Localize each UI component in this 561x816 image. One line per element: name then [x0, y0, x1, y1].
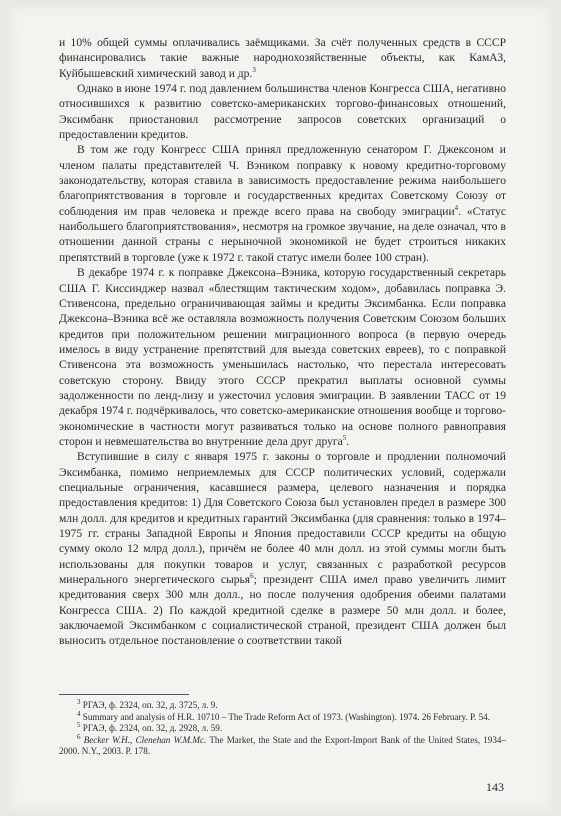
footnote [59, 723, 506, 735]
paragraph: Однако в июне 1974 г. под давлением большинства членов Конгресса США, негативно относившихся к развитию советско-американских торгово-финансовых отношений, Эксимбанк приостановил рассмотрение запросов советских организаций о предоставлении кредитов. [59, 83, 506, 142]
footnote-number: 6 [77, 732, 81, 741]
paragraph [59, 143, 506, 266]
paragraph [59, 450, 506, 649]
footnote-number: 5 [77, 721, 81, 730]
paragraph [59, 36, 506, 82]
paragraph-text: и 10% общей суммы оплачивались заёмщиками. За счёт полученных средств в СССР финансировались такие важные народнохозяйственные объекты, как КамАЗ, Куйбышевский химический завод и др. [59, 37, 506, 80]
footnote-number: 3 [77, 697, 81, 706]
footnote-ref[interactable]: 6 [250, 572, 254, 581]
book-page [8, 6, 553, 812]
footnote-ref[interactable]: 3 [252, 65, 256, 74]
footnote-text: РГАЭ, ф. 2324, оп. 32, д. 2928, л. 59. [82, 723, 223, 734]
footnote [59, 709, 506, 724]
footnote-ref[interactable]: 4 [454, 203, 459, 212]
footnote-text: The Market, the State and the Export-Import Bank of the United States, 1934–2000. N.Y., 2003. P. 178. [59, 734, 506, 757]
main-text [59, 36, 506, 650]
paragraph-text: . «Статус наибольшего благоприятствования», несмотря на громкое звучание, на деле означал, что в отношении данной страны с нерыночной экономикой не будет строиться никаких препятствий в торговле (уже к 1972 г. такой статус имели более 100 стран). [59, 205, 507, 264]
footnote-text: РГАЭ, ф. 2324, оп. 32, д. 3725, л. 9. [82, 700, 218, 710]
paragraph-text: ; президент США имел право увеличить лимит кредитования сверх 300 млн долл., но после получения одобрения обеими палатами Конгресса США. 2) По каждой кредитной сделке в размере 50 млн долл. и более, заключаемой Эксимбанком с социалистической страной, президент США должен был выносить отдельное постановление о соответствии такой [59, 574, 506, 648]
footnote [59, 732, 506, 758]
footnotes [59, 697, 506, 758]
footnote-ref[interactable]: 5 [342, 434, 347, 443]
paragraph: В декабре 1974 г. к поправке Джексона–Вэника, которую государственный секретарь США Г. Киссинджер назвал «блестящим тактическим ходом», добавилась поправка Э. Стивенсона, предельно ограничивающая займы и кредиты Эксимбанка. Если поправка Джексона–Вэника всё же оставляла возможность получения Советским Союзом больших кредитов при положительном решении миграционного вопроса (в первую очередь имелось в виду устранение препятствий для выезда советских евреев), то с поправкой Стивенсона эта возможность уменьшилась настолько, что перестала интересовать советскую сторону. Ввиду этого СССР прекратил выплаты основной суммы задолженности по ленд-лизу и ужесточил условия эмиграции. В заявлении ТАСС от 19 декабря 1974 г. подчёркивалось, что советско-американские отношения вообще и торгово-экономические в частности могут развиваться только на основе полного равноправия сторон и невмешательства во внутренние дела друг друга$^5$. [59, 267, 506, 448]
paragraph-text: В том же году Конгресс США принял предложенную сенатором Г. Джексоном и членом палаты представителей Ч. Вэником поправку к новому кредитно-торговому законодательству, которая ставила в зависимость предоставление режима наибольшего благоприятствования в торговле и государственных кредитах Советскому Союзу от соблюдения им прав человека и прежде всего права на свободу эмиграции [59, 144, 506, 218]
page-number: 143 [486, 780, 504, 794]
footnote-author: Becker W.H., Clenehan W.M.Mc. [83, 734, 207, 745]
footnote-text: Summary and analysis of H.R. 10710 – The Trade Reform Act of 1973. (Washington). 1974. 26 February. P. 54. [82, 711, 490, 722]
footnote [59, 697, 506, 712]
footnote-number: 4 [77, 709, 81, 718]
paragraph-text: В декабре 1974 г. к поправке Джексона–Вэника, которую государственный секретарь США Г. Киссинджер назвал «блестящим тактическим ходом», добавилась поправка Э. Стивенсона, предельно ограничивающая займы и кредиты Эксимбанка. Если поправка Джексона–Вэника всё же оставляла возможность получения Советским Союзом больших кредитов при положительном решении миграционного вопроса (в первую очередь имелось в виду устранение препятствий для выезда советских евреев), то с поправкой Стивенсона эта возможность уменьшилась настолько, что перестала интересовать советскую сторону. Ввиду этого СССР прекратил выплаты основной суммы задолженности по ленд-лизу и ужесточил условия эмиграции. В заявлении ТАСС от 19 декабря 1974 г. подчёркивалось, что советско-американские отношения вообще и торгово-экономические в частности могут развиваться только на основе полного равноправия сторон и невмешательства во внутренние дела друг друга [59, 267, 506, 448]
paragraph-text: Вступившие в силу с января 1975 г. законы о торговле и продлении полномочий Эксимбанка, помимо неприемлемых для СССР политических условий, содержали специальные ограничения, касавшиеся размера, целевого назначения и порядка предоставления кредитов: 1) Для Советского Союза был установлен предел в размере 300 млн долл. для кредитов и кредитных гарантий Эксимбанка (для сравнения: только в 1974–1975 гг. страны Западной Европы и Япония предоставили СССР кредиты на общую сумму около 12 млрд долл.), причём не более 40 млн долл. из этой суммы могли быть использованы для покупки товаров и услуг, связанных с разработкой ресурсов минерального энергетического сырья [59, 451, 506, 587]
footnote-separator [59, 694, 189, 695]
